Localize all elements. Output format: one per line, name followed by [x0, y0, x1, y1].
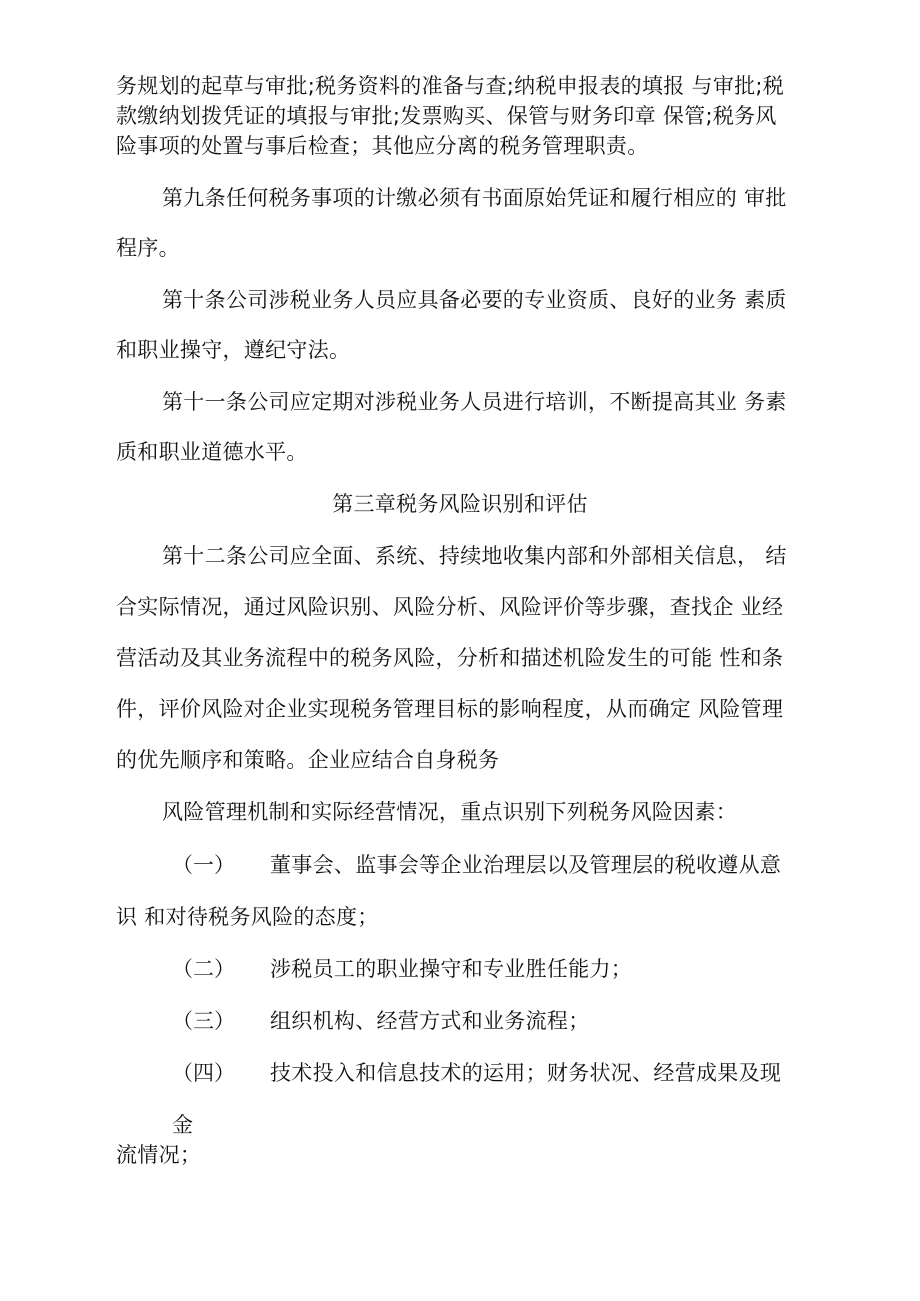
paragraph-line: 款缴纳划拨凭证的填报与审批;发票购买、保管与财务印章 保管;税务风: [116, 104, 777, 128]
chapter-title: 第三章税务风险识别和评估: [332, 492, 588, 516]
risk-intro-line: 风险管理机制和实际经营情况，重点识别下列税务风险因素：: [162, 800, 738, 824]
article-9-line: 程序。: [116, 236, 180, 260]
article-11-line: 第十一条公司应定期对涉税业务人员进行培训，不断提高其业 务素: [162, 390, 787, 414]
article-9-line: 第九条任何税务事项的计缴必须有书面原始凭证和履行相应的 审批: [162, 186, 787, 210]
list-item-text: 识 和对待税务风险的态度；: [116, 905, 379, 929]
article-12-line: 营活动及其业务流程中的税务风险，分析和描述机险发生的可能 性和条: [116, 646, 784, 670]
list-item-text: 技术投入和信息技术的运用；财务状况、经营成果及现: [270, 1061, 782, 1085]
paragraph-line: 务规划的起草与审批;税务资料的准备与查;纳税申报表的填报 与审批;税: [116, 74, 785, 98]
list-item-text: 组织机构、经营方式和业务流程；: [270, 1009, 590, 1033]
article-12-line: 合实际情况，通过风险识别、风险分析、风险评价等步骤，查找企 业经: [116, 595, 784, 619]
list-item-text: 董事会、监事会等企业治理层以及管理层的税收遵从意: [270, 853, 782, 877]
list-item-text: 金: [172, 1113, 194, 1137]
list-item-text: 涉税员工的职业操守和专业胜任能力；: [270, 957, 633, 981]
article-11-line: 质和职业道德水平。: [116, 440, 308, 464]
paragraph-line: 险事项的处置与事后检查；其他应分离的税务管理职责。: [116, 134, 649, 158]
article-12-line: 的优先顺序和策略。企业应结合自身税务: [116, 748, 500, 772]
list-item-number: （四）: [172, 1061, 235, 1085]
article-12-line: 第十二条公司应全面、系统、持续地收集内部和外部相关信息， 结: [162, 544, 787, 568]
article-12-line: 件，评价风险对企业实现税务管理目标的影响程度，从而确定 风险管理: [116, 697, 784, 721]
list-item-number: （二）: [172, 957, 235, 981]
list-item-text: 流情况；: [116, 1143, 202, 1167]
list-item-number: （三）: [172, 1009, 235, 1033]
list-item-number: （一）: [172, 853, 235, 877]
article-10-line: 第十条公司涉税业务人员应具备必要的专业资质、良好的业务 素质: [162, 288, 787, 312]
article-10-line: 和职业操守，遵纪守法。: [116, 338, 351, 362]
